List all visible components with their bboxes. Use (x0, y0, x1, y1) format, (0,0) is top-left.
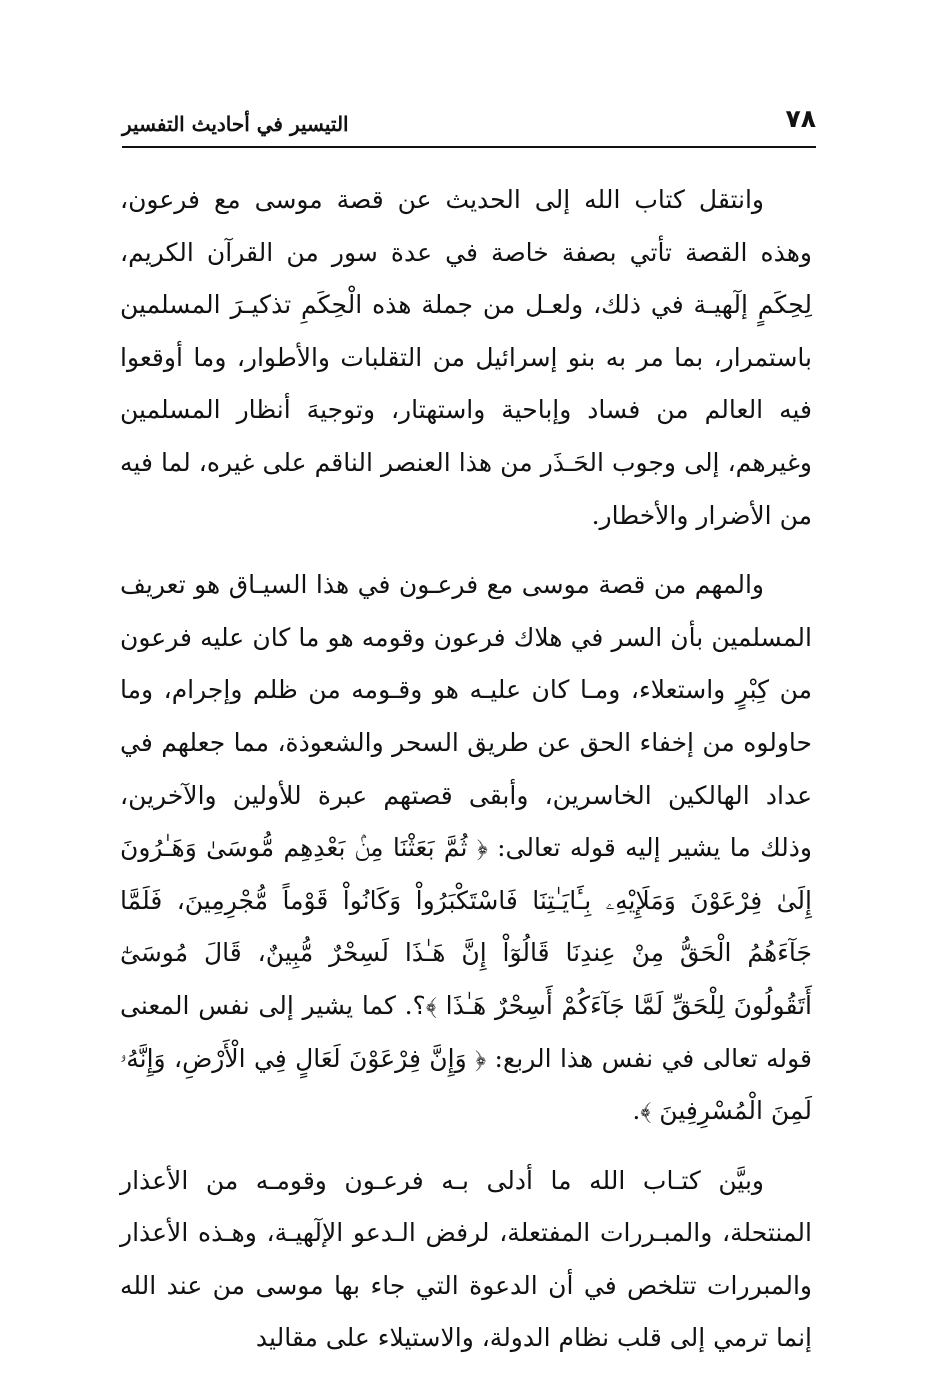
paragraph-2-intro: والمهم من قصة موسى مع فرعـون في هذا السيـاق هو تعريف المسلمين بأن السر في هلاك فرعون وقومه هو ما كان عليه فرعون من كِبْرٍ واستعلاء، ومـا كان عليـه هو وقـومه من ظلم وإجرام، وما حاولوه من إخفاء الحق عن طريق السحر والشعوذة، مما جعلهم في عداد الهالكين الخاسرين، وأبقى قصتهم عبرة للأولين والآخرين، وذلك ما يشير إليه قوله تعالى: (120, 570, 812, 863)
page-number: ٧٨ (785, 104, 816, 133)
header-rule (122, 146, 816, 148)
running-title: التيسير في أحاديث التفسير (122, 112, 349, 136)
paragraph-2-middle: كما يشير إلى نفس المعنى قوله تعالى في نفس هذا الربع: (120, 990, 812, 1073)
page-header (122, 100, 816, 146)
paragraph-1: وانتقل كتاب الله إلى الحديث عن قصة موسى مع فرعون، وهذه القصة تأتي بصفة خاصة في عدة سور من القرآن الكريم، لِحِكَمٍ إلٓهيـة في ذلك، ولعـل من جملة هذه الْحِكَمِ تذكيـرَ المسلمين باستمرار، بما مر به بنو إسرائيل من التقلبات والأطوار، وما أوقعوا فيه العالم من فساد وإباحية واستهتار، وتوجيهَ أنظار المسلمين وغيرهم، إلى وجوب الحَـذَر من هذا العنصر الناقم على غيره، لما فيه من الأضرار والأخطار. (120, 185, 812, 530)
paragraph-2 (120, 559, 812, 1138)
paragraph-3: وبيَّن كتـاب الله ما أدلى بـه فرعـون وقومـه من الأعذار المنتحلة، والمبـررات المفتعلة، لرفض الـدعو الإلٓهيـة، وهـذه الأعذار والمبررات تتلخص في أن الدعوة التي جاء بها موسى من عند الله إنما ترمي إلى قلب نظام الدولة، والاستيلاء على مقاليد (120, 1165, 812, 1353)
quran-verse-2: ﴿ وَإِنَّ فِرْعَوْنَ لَعَالٍ فِي الْأَرْضِ، وَإِنَّهُۥ لَمِنَ الْمُسْرِفِينَ ﴾. (120, 1043, 812, 1126)
quran-verse-1: ﴿ ثُمَّ بَعَثْنَا مِنۢ بَعْدِهِم مُّوسَىٰ وَهَـٰرُونَ إِلَىٰ فِرْعَوْنَ وَمَلَإِيْهِۦ بِـَٔايَـٰتِنَا فَاسْتَكْبَرُواْ وَكَانُواْ قَوْماً مُّجْرِمِينَ، فَلَمَّا جَآءَهُمُ الْحَقُّ مِنْ عِندِنَا قَالُوٓاْ إِنَّ هَـٰذَا لَسِحْرٌ مُّبِينٌ، قَالَ مُوسَىٰٓ أَتَقُولُونَ لِلْحَقِّ لَمَّا جَآءَكُمْ أَسِحْرٌ هَـٰذَا ﴾؟. (120, 833, 813, 1020)
page-body (120, 174, 812, 1382)
